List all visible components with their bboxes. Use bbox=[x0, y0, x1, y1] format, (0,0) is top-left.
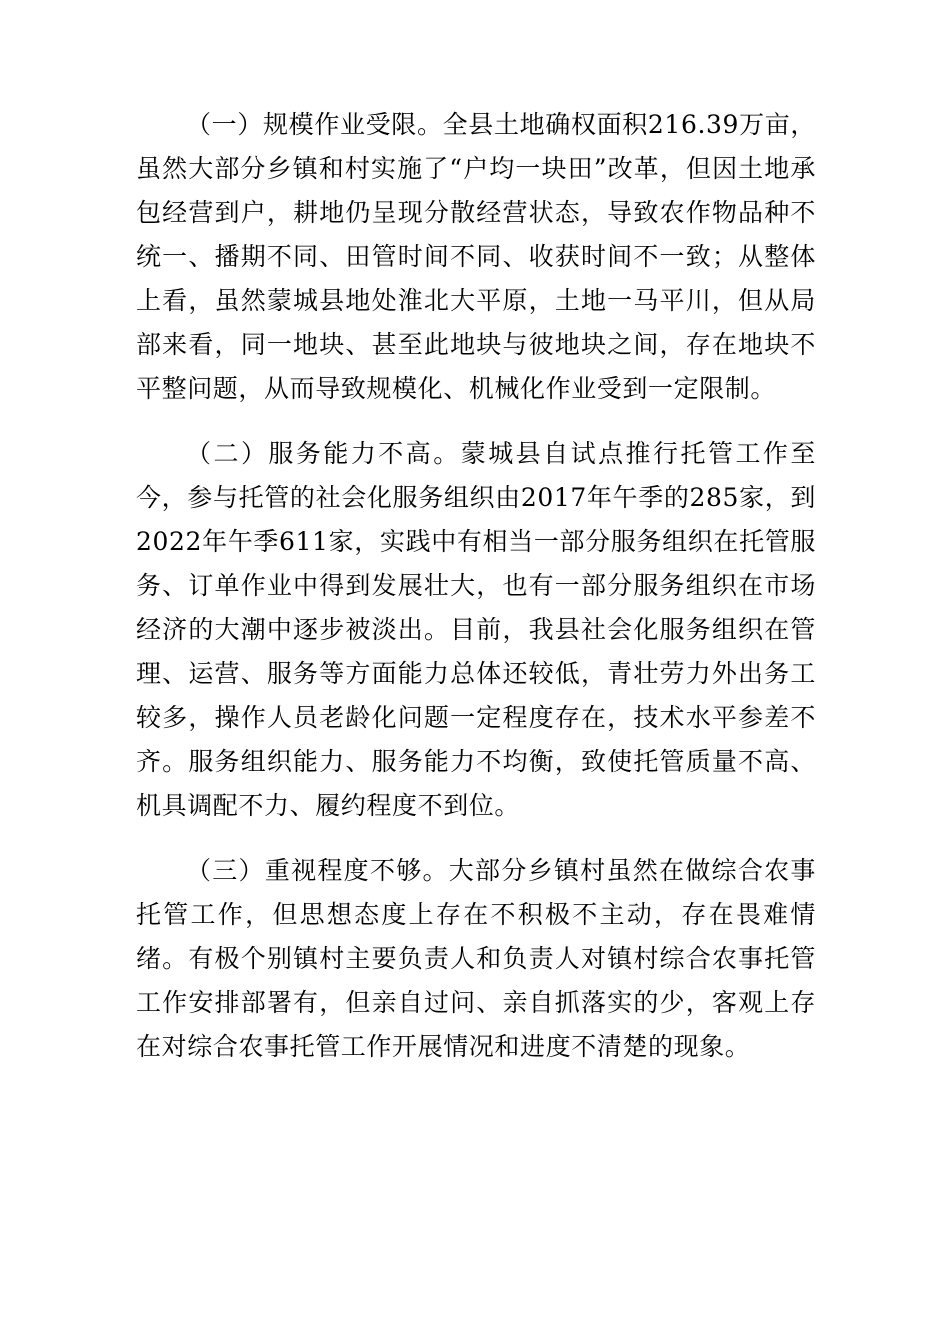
document-body bbox=[136, 103, 816, 1069]
paragraph-attention-level: （三）重视程度不够。大部分乡镇村虽然在做综合农事托管工作，但思想态度上存在不积极不主动，存在畏难情绪。有极个别镇村主要负责人和负责人对镇村综合农事托管工作安排部署有，但亲自过问、亲自抓落实的少，客观上存在对综合农事托管工作开展情况和进度不清楚的现象。 bbox=[136, 856, 816, 1061]
paragraph-service-capacity: （二）服务能力不高。蒙城县自试点推行托管工作至今，参与托管的社会化服务组织由2017年午季的285家，到2022年午季611家，实践中有相当一部分服务组织在托管服务、订单作业中得到发展壮大，也有一部分服务组织在市场经济的大潮中逐步被淡出。目前，我县社会化服务组织在管理、运营、服务等方面能力总体还较低，青壮劳力外出务工较多，操作人员老龄化问题一定程度存在，技术水平参差不齐。服务组织能力、服务能力不均衡，致使托管质量不高、机具调配不力、履约程度不到位。 bbox=[136, 439, 816, 820]
paragraph-scale-operation: （一）规模作业受限。全县土地确权面积216.39万亩，虽然大部分乡镇和村实施了“户均一块田”改革，但因土地承包经营到户，耕地仍呈现分散经营状态，导致农作物品种不统一、播期不同、田管时间不同、收获时间不一致；从整体上看，虽然蒙城县地处淮北大平原，土地一马平川，但从局部来看，同一地块、甚至此地块与彼地块之间，存在地块不平整问题，从而导致规模化、机械化作业受到一定限制。 bbox=[136, 110, 816, 403]
